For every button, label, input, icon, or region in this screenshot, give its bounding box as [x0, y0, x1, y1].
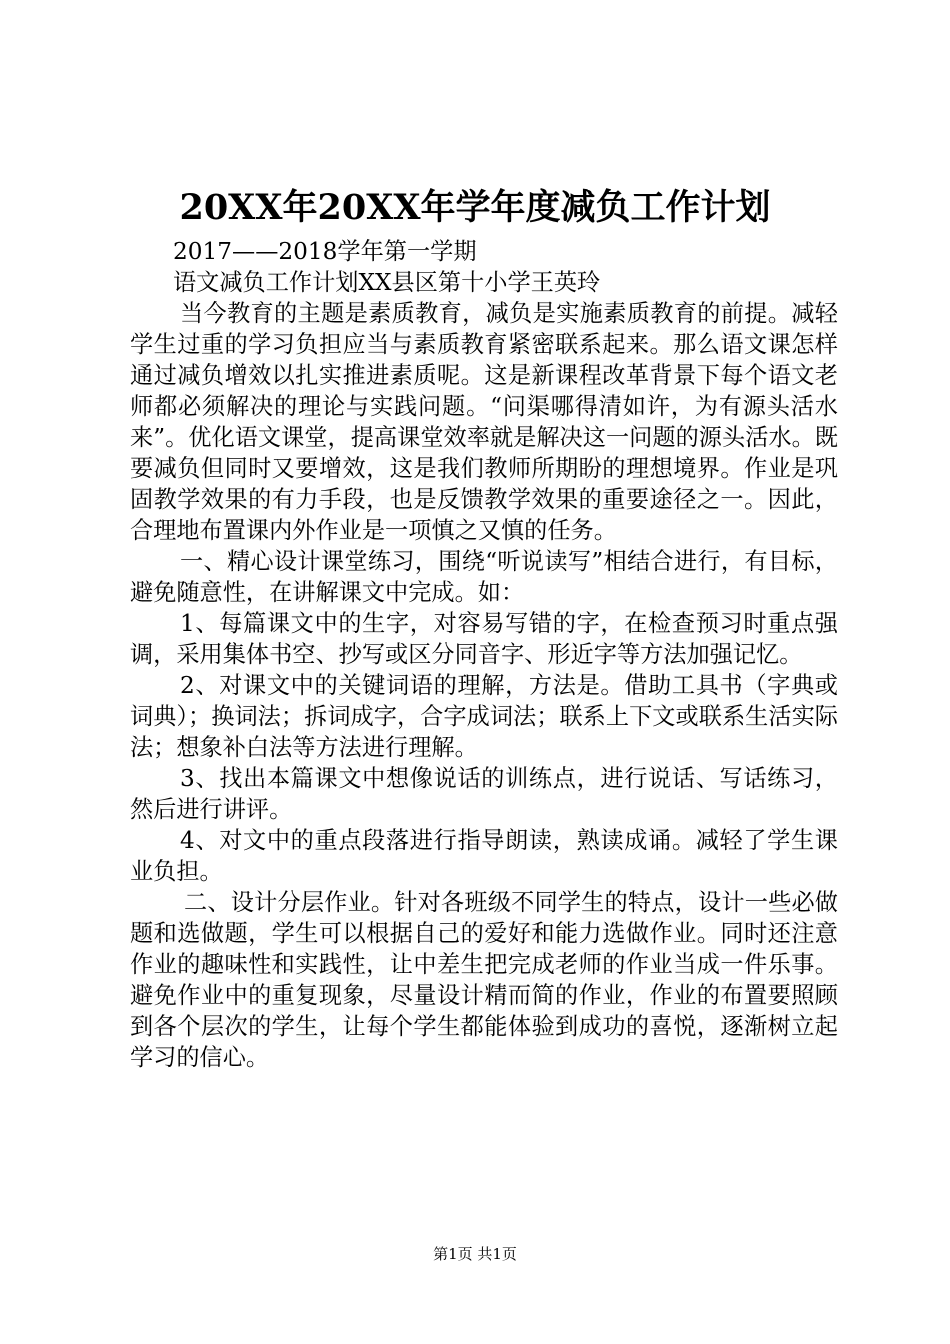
paragraph-item-3: 3、找出本篇课文中想像说话的训练点，进行说话、写话练习，然后进行讲评。: [130, 765, 838, 823]
paragraph-section-two: 二、设计分层作业。针对各班级不同学生的特点，设计一些必做题和选做题，学生可以根据自己的爱好和能力选做作业。同时还注意作业的趣味性和实践性，让中差生把完成老师的作业当成一件乐事。避免作业中的重复现象，尽量设计精而简的作业，作业的布置要照顾到各个层次的学生，让每个学生都能体验到成功的喜悦，逐渐树立起学习的信心。: [130, 889, 838, 1071]
document-title: 20XX年20XX年学年度减负工作计划: [179, 187, 771, 228]
paragraph-item-1: 1、每篇课文中的生字，对容易写错的字，在检查预习时重点强调，采用集体书空、抄写或区分同音字、形近字等方法加强记忆。: [130, 610, 838, 668]
page-footer: 第1页 共1页: [433, 1245, 517, 1263]
paragraph-item-2: 2、对课文中的关键词语的理解，方法是。借助工具书（字典或词典）；换词法；拆词成字，合字成词法；联系上下文或联系生活实际法；想象补白法等方法进行理解。: [130, 672, 838, 761]
paragraph-semester: 2017——2018学年第一学期: [173, 238, 477, 265]
paragraph-item-4: 4、对文中的重点段落进行指导朗读，熟读成诵。减轻了学生课业负担。: [130, 827, 838, 885]
paragraph-intro: 当今教育的主题是素质教育，减负是实施素质教育的前提。减轻学生过重的学习负担应当与素质教育紧密联系起来。那么语文课怎样通过减负增效以扎实推进素质呢。这是新课程改革背景下每个语文老师都必须解决的理论与实践问题。“问渠哪得清如许，为有源头活水来”。优化语文课堂，提高课堂效率就是解决这一问题的源头活水。既要减负但同时又要增效，这是我们教师所期盼的理想境界。作业是巩固教学效果的有力手段，也是反馈教学效果的重要途径之一。因此，合理地布置课内外作业是一项慎之又慎的任务。: [130, 300, 838, 544]
document-body: [130, 236, 838, 1073]
paragraph-author: 语文减负工作计划XX县区第十小学王英玲: [173, 269, 601, 296]
paragraph-section-one: 一、精心设计课堂练习，围绕“听说读写”相结合进行，有目标，避免随意性，在讲解课文中完成。如：: [130, 548, 838, 606]
